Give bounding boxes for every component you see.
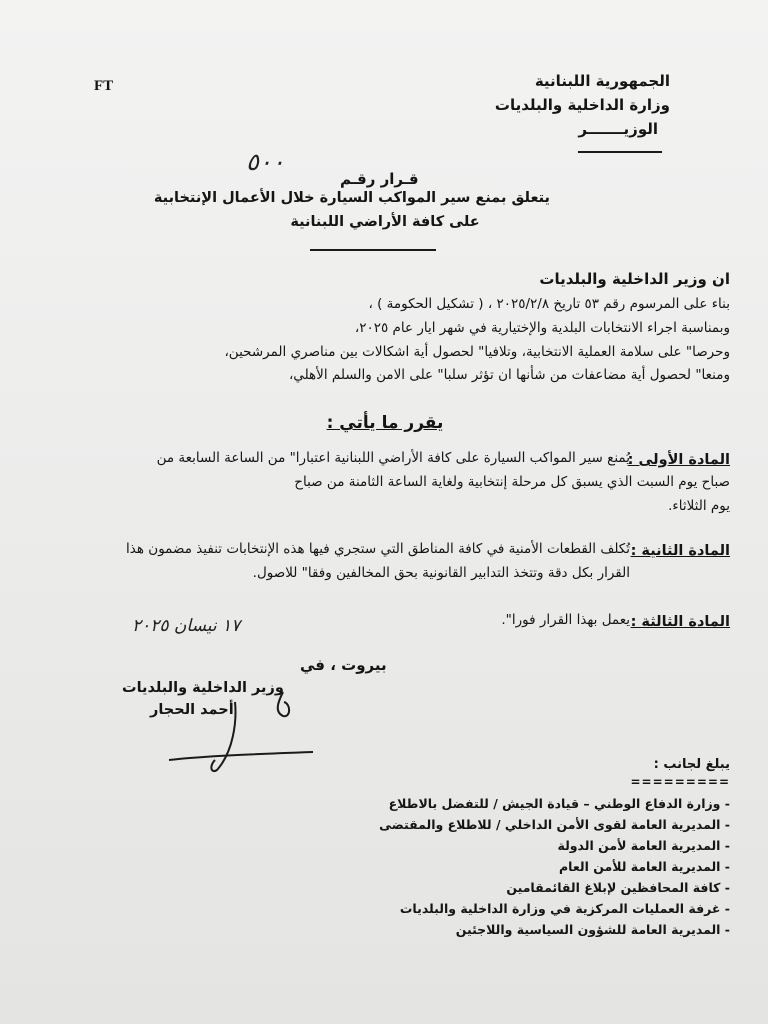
signature-title: وزير الداخلية والبلديات xyxy=(122,680,284,696)
preamble-line: وحرصا" على سلامة العملية الانتخابية، وتلافيا" لحصول أية اشكالات بين مناصري المرشحين، xyxy=(224,344,730,360)
decides-heading: يقرر ما يأتي : xyxy=(326,413,444,433)
handwritten-signature xyxy=(165,682,315,782)
article-2-text: القرار بكل دقة وتتخذ التدابير القانونية بحق المخالفين وفقا" للاصول. xyxy=(252,565,630,581)
distribution-heading: يبلغ لجانب : xyxy=(653,757,730,772)
distribution-item: - وزارة الدفاع الوطني – قيادة الجيش / للتفضل بالاطلاع xyxy=(388,796,730,811)
title-underline xyxy=(310,249,436,251)
article-1-text: صباح يوم السبت الذي يسبق كل مرحلة إنتخابية ولغاية الساعة الثامنة من صباح xyxy=(294,474,730,490)
preamble-line: وبمناسبة اجراء الانتخابات البلدية والإختيارية في شهر ايار عام ٢٠٢٥، xyxy=(354,320,730,336)
header-underline xyxy=(578,151,662,153)
decision-title-line2: على كافة الأراضي اللبنانية xyxy=(290,214,480,230)
article-1-label: المادة الأولى : xyxy=(627,452,730,468)
signature-name: أحمد الحجار xyxy=(150,702,234,718)
distribution-item: - المديرية العامة لأمن الدولة xyxy=(557,838,730,853)
article-1-text: يوم الثلاثاء. xyxy=(668,498,730,514)
header-ministry: وزارة الداخلية والبلديات xyxy=(494,96,670,114)
distribution-separator: ========= xyxy=(630,775,730,789)
distribution-item: - كافة المحافظين لإبلاغ القائمقامين xyxy=(506,880,730,895)
preamble-heading: ان وزير الداخلية والبلديات xyxy=(539,270,730,288)
article-3-label: المادة الثالثة : xyxy=(630,614,730,630)
handwritten-date: ١٧ نيسان ٢٠٢٥ xyxy=(132,616,241,636)
decision-title-line1: يتعلق بمنع سير المواكب السيارة خلال الأعمال الإنتخابية xyxy=(153,190,550,206)
article-1-text: يُمنع سير المواكب السيارة على كافة الأراضي اللبنانية اعتبارا" من الساعة السابعة من xyxy=(156,450,630,466)
distribution-item: - المديرية العامة للشؤون السياسية واللاجئين xyxy=(455,922,730,937)
place-label: بيروت ، في xyxy=(300,656,387,674)
article-3-text: يعمل بهذا القرار فورا". xyxy=(501,612,630,628)
article-2-label: المادة الثانية : xyxy=(630,543,730,559)
header-republic: الجمهورية اللبنانية xyxy=(534,72,670,90)
article-2-text: تُكلف القطعات الأمنية في كافة المناطق التي ستجري فيها هذه الإنتخابات تنفيذ مضمون هذا xyxy=(126,541,630,557)
distribution-item: - المديرية العامة لقوى الأمن الداخلي / للاطلاع والمقتضى xyxy=(379,817,730,832)
document-code: FT xyxy=(94,78,114,94)
header-minister: الوزيـــــــر xyxy=(578,120,658,138)
preamble-line: بناء على المرسوم رقم ٥٣ تاريخ ٢٠٢٥/٢/٨ ، ( تشكيل الحكومة ) ، xyxy=(368,296,730,312)
decision-number-label: قـرار رقـم xyxy=(340,170,419,188)
preamble-line: ومنعا" لحصول أية مضاعفات من شأنها ان تؤثر سلبا" على الامن والسلم الأهلي، xyxy=(288,367,730,383)
handwritten-decision-number: ٥٠٠ xyxy=(246,148,285,176)
distribution-item: - غرفة العمليات المركزية في وزارة الداخلية والبلديات xyxy=(399,901,730,916)
distribution-item: - المديرية العامة للأمن العام xyxy=(558,859,730,874)
